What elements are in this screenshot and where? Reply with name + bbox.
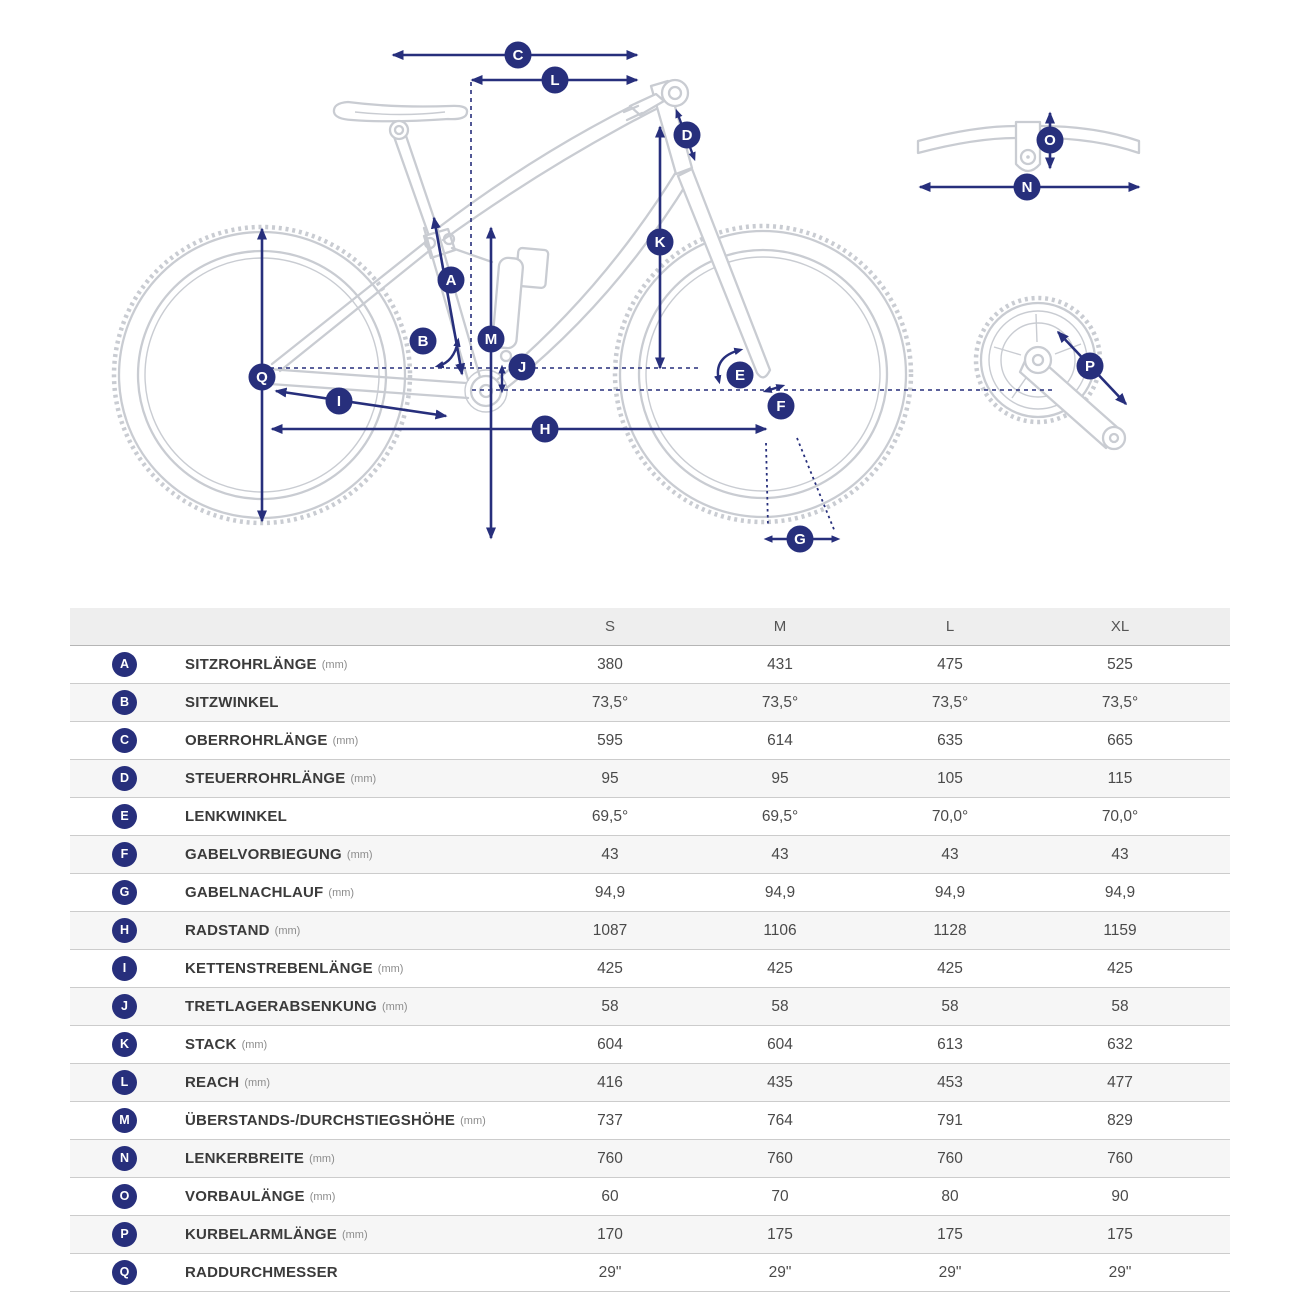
value-cell: 70 xyxy=(771,1187,789,1205)
row-letter-badge: E xyxy=(112,804,137,829)
value-cell: 416 xyxy=(597,1073,623,1091)
row-unit: (mm) xyxy=(321,658,348,671)
row-letter-badge: N xyxy=(112,1146,137,1171)
row-label: GABELNACHLAUF xyxy=(185,884,324,901)
label-badge-letter: P xyxy=(1084,358,1096,376)
row-unit: (mm) xyxy=(350,772,377,785)
row-label: RADDURCHMESSER xyxy=(185,1264,338,1281)
value-cell: 29" xyxy=(598,1263,622,1281)
spacer-cell xyxy=(1205,1140,1230,1178)
row-letter-badge: F xyxy=(112,842,137,867)
table-header-row xyxy=(70,608,1230,646)
value-cell: 43 xyxy=(601,845,619,863)
diagram-label-d xyxy=(674,122,701,149)
value-cell: 760 xyxy=(767,1149,793,1167)
table-row xyxy=(70,912,1230,950)
value-cell: 829 xyxy=(1107,1111,1133,1129)
value-cell: 1159 xyxy=(1103,921,1137,939)
spacer-cell xyxy=(1205,608,1230,646)
dim-arc-seat-angle-B xyxy=(438,341,458,366)
table-row xyxy=(70,1178,1230,1216)
row-letter-badge: H xyxy=(112,918,137,943)
row-label: TRETLAGERABSENKUNG xyxy=(185,998,377,1015)
label-badge-letter: M xyxy=(484,331,498,349)
label-badge-letter: L xyxy=(550,72,560,90)
table-row xyxy=(70,760,1230,798)
value-cell: 175 xyxy=(767,1225,793,1243)
value-cell: 95 xyxy=(771,769,789,787)
value-cell: 58 xyxy=(1111,997,1129,1015)
value-cell: 764 xyxy=(767,1111,793,1129)
table-row xyxy=(70,950,1230,988)
value-cell: 791 xyxy=(937,1111,963,1129)
value-cell: 737 xyxy=(597,1111,623,1129)
label-badge-letter: A xyxy=(445,272,457,290)
value-cell: 69,5° xyxy=(591,807,629,825)
diagram-label-p xyxy=(1077,353,1104,380)
value-cell: 80 xyxy=(941,1187,959,1205)
value-cell: 425 xyxy=(937,959,963,977)
label-badge-letter: H xyxy=(539,421,551,439)
corner-cell xyxy=(70,608,525,646)
row-unit: (mm) xyxy=(241,1038,268,1051)
value-cell: 760 xyxy=(597,1149,623,1167)
value-cell: 604 xyxy=(597,1035,623,1053)
value-cell: 58 xyxy=(601,997,619,1015)
row-letter-badge: A xyxy=(112,652,137,677)
spacer-cell xyxy=(1205,988,1230,1026)
value-cell: 73,5° xyxy=(1101,693,1139,711)
diagram-label-h xyxy=(532,416,559,443)
row-letter-badge: C xyxy=(112,728,137,753)
spacer-cell xyxy=(1205,950,1230,988)
value-cell: 435 xyxy=(767,1073,793,1091)
row-label: KURBELARMLÄNGE xyxy=(185,1226,337,1243)
value-cell: 760 xyxy=(1107,1149,1133,1167)
diagram-label-c xyxy=(505,42,532,69)
row-letter-badge: J xyxy=(112,994,137,1019)
value-cell: 29" xyxy=(1108,1263,1132,1281)
value-cell: 95 xyxy=(601,769,619,787)
value-cell: 73,5° xyxy=(761,693,799,711)
value-cell: 425 xyxy=(767,959,793,977)
spacer-cell xyxy=(1205,684,1230,722)
row-label: LENKERBREITE xyxy=(185,1150,305,1167)
table-row xyxy=(70,988,1230,1026)
row-letter-badge: D xyxy=(112,766,137,791)
value-cell: 453 xyxy=(937,1073,963,1091)
row-unit: (mm) xyxy=(309,1152,335,1165)
bike-geometry-diagram xyxy=(0,0,1300,600)
value-cell: 170 xyxy=(597,1225,623,1243)
spacer-cell xyxy=(1205,1254,1230,1292)
value-cell: 60 xyxy=(601,1187,619,1205)
table-row xyxy=(70,1102,1230,1140)
size-col-header: S xyxy=(525,608,695,646)
table-row xyxy=(70,646,1230,684)
value-cell: 475 xyxy=(937,655,963,673)
value-cell: 1106 xyxy=(763,921,797,939)
value-cell: 635 xyxy=(937,731,963,749)
row-letter-badge: P xyxy=(112,1222,137,1247)
label-badge-letter: O xyxy=(1044,132,1056,150)
value-cell: 477 xyxy=(1107,1073,1133,1091)
row-unit: (mm) xyxy=(309,1190,336,1203)
table-row xyxy=(70,1216,1230,1254)
label-badge-letter: J xyxy=(517,359,527,377)
row-label: VORBAULÄNGE xyxy=(185,1188,305,1205)
value-cell: 29" xyxy=(938,1263,962,1281)
row-letter-badge: K xyxy=(112,1032,137,1057)
label-badge-letter: N xyxy=(1021,179,1033,197)
diagram-label-g xyxy=(787,526,814,553)
table-row xyxy=(70,836,1230,874)
row-label: ÜBERSTANDS-/DURCHSTIEGSHÖHE xyxy=(185,1112,456,1129)
crankset-view xyxy=(976,298,1125,449)
row-letter-badge: I xyxy=(112,956,137,981)
row-label: STEUERROHRLÄNGE xyxy=(185,770,346,787)
row-label: SITZROHRLÄNGE xyxy=(185,656,317,673)
label-badge-letter: D xyxy=(681,127,693,145)
row-letter-badge: L xyxy=(112,1070,137,1095)
table-row xyxy=(70,684,1230,722)
value-cell: 43 xyxy=(771,845,789,863)
value-cell: 90 xyxy=(1111,1187,1129,1205)
table-row xyxy=(70,1254,1230,1292)
diagram-label-q xyxy=(249,364,276,391)
table-row xyxy=(70,722,1230,760)
label-badge-letter: K xyxy=(654,234,666,252)
value-cell: 105 xyxy=(937,769,963,787)
value-cell: 175 xyxy=(937,1225,963,1243)
value-cell: 380 xyxy=(597,655,623,673)
row-unit: (mm) xyxy=(377,962,404,975)
row-unit: (mm) xyxy=(332,734,359,747)
value-cell: 58 xyxy=(771,997,789,1015)
spacer-cell xyxy=(1205,912,1230,950)
diagram-label-l xyxy=(542,67,569,94)
table-row xyxy=(70,1140,1230,1178)
row-unit: (mm) xyxy=(341,1228,368,1241)
spacer-cell xyxy=(1205,1102,1230,1140)
value-cell: 614 xyxy=(767,731,793,749)
diagram-label-b xyxy=(410,328,437,355)
spacer-cell xyxy=(1205,722,1230,760)
spacer-cell xyxy=(1205,1064,1230,1102)
value-cell: 632 xyxy=(1107,1035,1133,1053)
label-badge-letter: G xyxy=(794,531,806,549)
diagram-label-o xyxy=(1037,127,1064,154)
value-cell: 43 xyxy=(1111,845,1129,863)
diagram-label-j xyxy=(509,354,536,381)
bike-frame xyxy=(254,81,692,412)
value-cell: 94,9 xyxy=(764,883,796,901)
value-cell: 73,5° xyxy=(931,693,969,711)
spacer-cell xyxy=(1205,760,1230,798)
label-badge-letter: F xyxy=(776,398,786,416)
value-cell: 595 xyxy=(597,731,623,749)
spacer-cell xyxy=(1205,1216,1230,1254)
row-letter-badge: Q xyxy=(112,1260,137,1285)
table-row xyxy=(70,874,1230,912)
row-letter-badge: O xyxy=(112,1184,137,1209)
value-cell: 69,5° xyxy=(761,807,799,825)
diagram-label-n xyxy=(1014,174,1041,201)
diagram-label-m xyxy=(478,326,505,353)
value-cell: 70,0° xyxy=(1101,807,1139,825)
table-row xyxy=(70,798,1230,836)
value-cell: 425 xyxy=(1107,959,1133,977)
row-unit: (mm) xyxy=(460,1114,486,1127)
value-cell: 70,0° xyxy=(931,807,969,825)
label-badge-letter: B xyxy=(417,333,429,351)
trail-vertical-dotted-line xyxy=(766,443,768,527)
value-cell: 94,9 xyxy=(1104,883,1136,901)
value-cell: 175 xyxy=(1107,1225,1133,1243)
row-unit: (mm) xyxy=(381,1000,408,1013)
label-badge-letter: C xyxy=(512,47,524,65)
value-cell: 525 xyxy=(1107,655,1133,673)
row-label: STACK xyxy=(185,1036,237,1053)
diagram-label-f xyxy=(768,393,795,420)
diagram-label-i xyxy=(326,388,353,415)
value-cell: 115 xyxy=(1107,769,1133,787)
row-unit: (mm) xyxy=(346,848,373,861)
spacer-cell xyxy=(1205,1178,1230,1216)
geometry-table xyxy=(70,608,1230,1292)
label-badge-letter: E xyxy=(734,367,746,385)
size-col-header: XL xyxy=(1035,608,1205,646)
value-cell: 58 xyxy=(941,997,959,1015)
row-label: KETTENSTREBENLÄNGE xyxy=(185,960,373,977)
value-cell: 43 xyxy=(941,845,959,863)
value-cell: 94,9 xyxy=(594,883,626,901)
spacer-cell xyxy=(1205,874,1230,912)
row-label: RADSTAND xyxy=(185,922,270,939)
row-label: LENKWINKEL xyxy=(185,808,287,825)
table-row xyxy=(70,1026,1230,1064)
row-unit: (mm) xyxy=(274,924,301,937)
value-cell: 1087 xyxy=(592,921,628,939)
saddle xyxy=(334,102,467,139)
value-cell: 73,5° xyxy=(591,693,629,711)
value-cell: 431 xyxy=(767,655,793,673)
value-cell: 1128 xyxy=(933,921,967,939)
diagram-label-a xyxy=(438,267,465,294)
value-cell: 94,9 xyxy=(934,883,966,901)
value-cell: 425 xyxy=(597,959,623,977)
value-cell: 760 xyxy=(937,1149,963,1167)
row-letter-badge: B xyxy=(112,690,137,715)
spacer-cell xyxy=(1205,646,1230,684)
size-col-header: M xyxy=(695,608,865,646)
value-cell: 604 xyxy=(767,1035,793,1053)
label-badge-letter: Q xyxy=(256,369,268,387)
row-unit: (mm) xyxy=(328,886,355,899)
row-label: GABELVORBIEGUNG xyxy=(185,846,342,863)
value-cell: 665 xyxy=(1107,731,1133,749)
row-label: REACH xyxy=(185,1074,240,1091)
diagram-label-k xyxy=(647,229,674,256)
spacer-cell xyxy=(1205,798,1230,836)
row-letter-badge: M xyxy=(112,1108,137,1133)
value-cell: 29" xyxy=(768,1263,792,1281)
row-letter-badge: G xyxy=(112,880,137,905)
label-badge-letter: I xyxy=(336,393,342,411)
value-cell: 613 xyxy=(937,1035,963,1053)
table-row xyxy=(70,1064,1230,1102)
spacer-cell xyxy=(1205,1026,1230,1064)
size-col-header: L xyxy=(865,608,1035,646)
handlebar-top-view xyxy=(918,122,1139,171)
diagram-label-e xyxy=(727,362,754,389)
spacer-cell xyxy=(1205,836,1230,874)
row-label: SITZWINKEL xyxy=(185,694,279,711)
row-unit: (mm) xyxy=(244,1076,270,1089)
row-label: OBERROHRLÄNGE xyxy=(185,732,328,749)
